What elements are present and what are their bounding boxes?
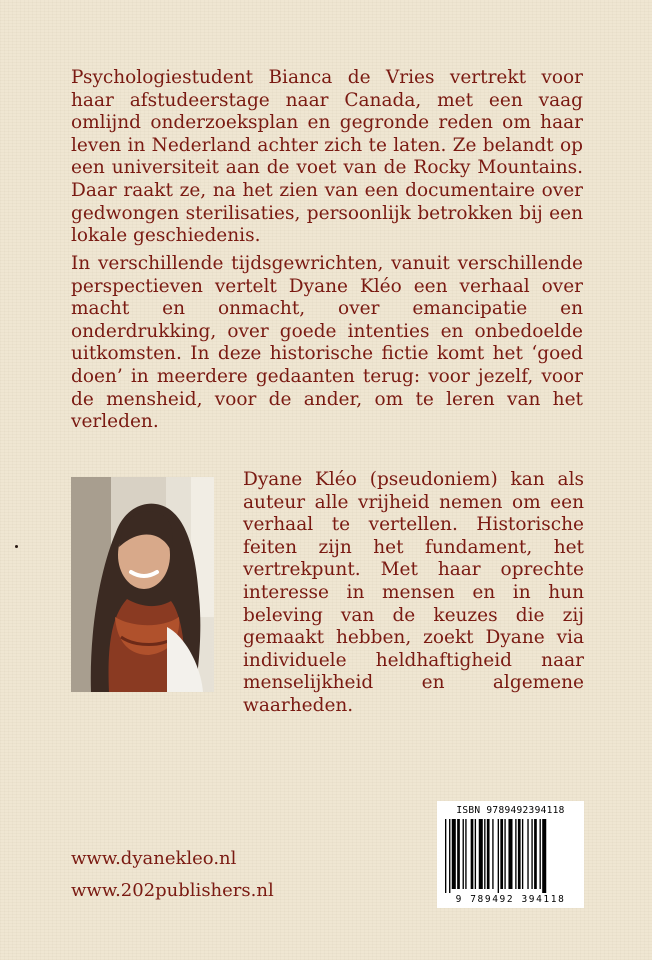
publisher-website-link[interactable]: www.202publishers.nl xyxy=(71,880,274,901)
isbn-label: ISBN 9789492394118 xyxy=(456,805,565,816)
barcode-bars xyxy=(445,819,576,893)
author-website-link[interactable]: www.dyanekleo.nl xyxy=(71,848,237,869)
author-portrait-illustration xyxy=(71,477,214,692)
author-photo xyxy=(71,477,214,692)
isbn-digits: 9 789492 394118 xyxy=(455,894,566,905)
speck-dot xyxy=(15,545,18,548)
blurb-paragraph-2: In verschillende tijdsgewrichten, vanuit verschillende perspectieven vertelt Dyane Kléo een verhaal over macht en onmacht, over emancipatie en onderdrukking, over goede intenties en onbedoelde uitkomsten. In deze historische fictie komt het ‘goed doen’ in meerdere gedaanten terug: voor jezelf, voor de mensheid, voor de ander, om te leren van het verleden. xyxy=(71,253,583,433)
isbn-barcode xyxy=(437,801,584,908)
author-bio: Dyane Kléo (pseudoniem) kan als auteur alle vrijheid nemen om een verhaal te vertellen. Historische feiten zijn het fundament, het vertrekpunt. Met haar oprechte interesse in mensen en in hun beleving van de keuzes die zij gemaakt hebben, zoekt Dyane via individuele heldhaftigheid naar menselijkheid en algemene waarheden. xyxy=(243,469,584,716)
blurb-paragraph-1: Psychologiestudent Bianca de Vries vertrekt voor haar afstudeerstage naar Canada, met een vaag omlijnd onderzoeksplan en gegronde reden om haar leven in Nederland achter zich te laten. Ze belandt op een universiteit aan de voet van de Rocky Mountains. Daar raakt ze, na het zien van een documentaire over gedwongen sterilisaties, persoonlijk betrokken bij een lokale geschiedenis. xyxy=(71,67,583,247)
